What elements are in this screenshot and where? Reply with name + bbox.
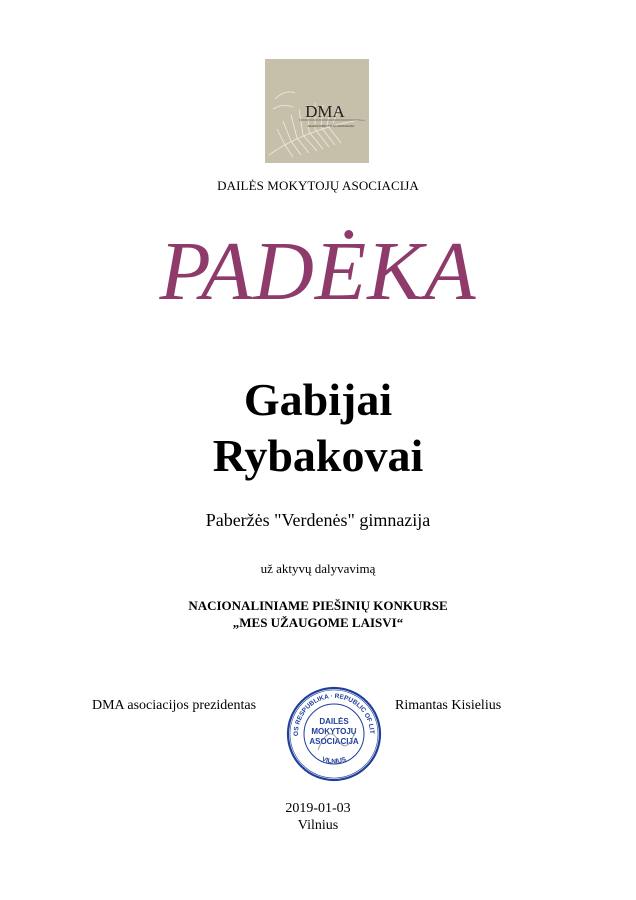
recipient-name <box>0 372 636 484</box>
recipient-last-name: Rybakovai <box>212 430 424 481</box>
logo-letters: DMA <box>305 102 345 121</box>
contest-line-1: NACIONALINIAME PIEŠINIŲ KONKURSE <box>188 598 448 613</box>
dma-logo <box>265 59 369 163</box>
issue-place: Vilnius <box>297 818 339 833</box>
stamp-center-line-3: ASOCIACIJA <box>309 737 359 746</box>
signatory-name: Rimantas Kisielius <box>395 698 502 713</box>
contest-name <box>0 597 636 631</box>
signatory-role: DMA asociacijos prezidentas <box>92 698 257 713</box>
stamp-center-line-2: MOKYTOJŲ <box>311 727 357 736</box>
stamp-center-line-1: DAILĖS <box>319 717 349 726</box>
feather-logo-graphic <box>265 59 369 163</box>
certificate-title: PADĖKA <box>159 225 477 318</box>
date-and-place <box>0 800 636 834</box>
school-name: Paberžės "Verdenės" gimnazija <box>205 510 431 530</box>
contest-line-2: „MES UŽAUGOME LAISVI“ <box>232 615 404 630</box>
stamp-outer-text: OS RESPUBLIKA · REPUBLIC OF LIT <box>292 692 376 737</box>
organization-name: DAILĖS MOKYTOJŲ ASOCIACIJA <box>217 178 419 193</box>
recipient-first-name: Gabijai <box>243 374 393 425</box>
issue-date: 2019-01-03 <box>285 801 351 816</box>
stamp-bottom-text: VILNIUS <box>320 755 348 766</box>
official-stamp <box>284 684 384 784</box>
award-reason: už aktyvų dalyvavimą <box>260 561 376 576</box>
logo-caption: DAILĖS MOKYTOJŲ ASOCIACIJA <box>307 124 355 128</box>
